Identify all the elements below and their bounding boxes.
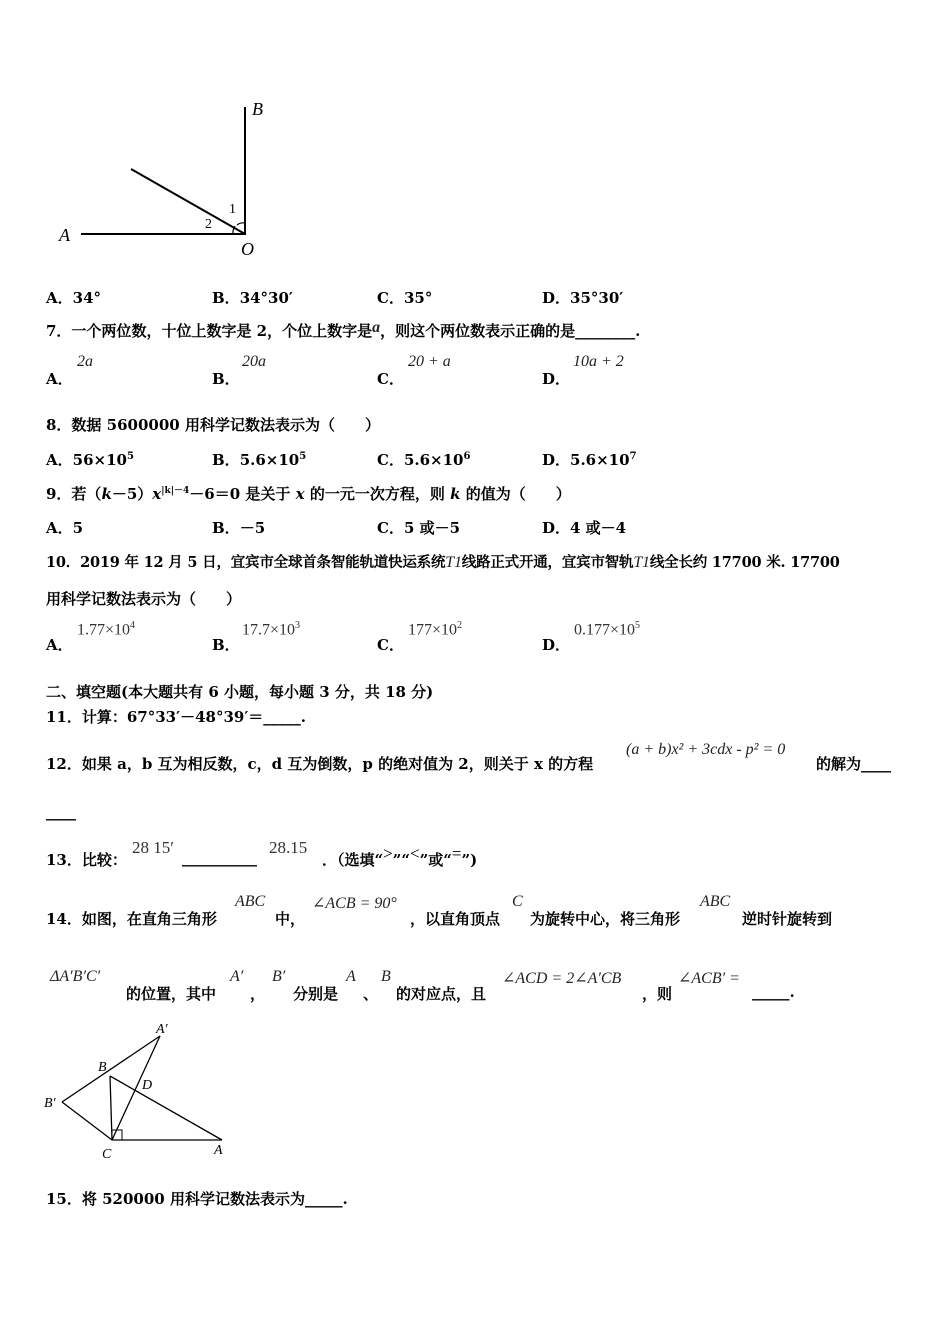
q14-a: A [346, 968, 356, 985]
option-d[interactable]: D．$5.6\times 10^7$ [542, 451, 637, 469]
q14-c: C [512, 893, 523, 910]
q14-abc2: ABC [700, 893, 731, 910]
option-d-letter[interactable]: D． [542, 370, 571, 388]
option-c[interactable]: C．$5.6\times 10^6$ [377, 451, 471, 469]
label-1: 1 [229, 202, 236, 217]
q8-stem: 8．数据 5600000 用科学记数法表示为（ ） [46, 416, 380, 434]
q14-t6: 的位置，其中 [126, 985, 217, 1003]
q10-stem-line2: 用科学记数法表示为（ ） [46, 590, 242, 608]
option-c-expr: $177\times 10^2$ [408, 620, 463, 639]
q12-answer-blank[interactable]: ____ [46, 803, 76, 821]
section-heading: 二、填空题(本大题共有 6 小题，每小题 3 分，共 18 分) [46, 683, 434, 701]
q14-a-prime: A′ [230, 968, 244, 985]
q14-sep1: ， [250, 985, 266, 1003]
q14-angle: ∠ACB = 90° [312, 895, 397, 912]
q13-choices: ．（选填“>”“<”或“=”) [322, 844, 478, 869]
q15-stem: 15．将 520000 用科学记数法表示为_____. [46, 1190, 348, 1208]
q13-left-value: 28 15′ [132, 838, 174, 857]
q14-t1: 14．如图，在直角三角形 [46, 910, 217, 928]
angle-figure [55, 95, 285, 265]
option-a-expr: 2a [77, 353, 93, 370]
option-a-letter[interactable]: A． [46, 370, 73, 388]
q12-text-b: 的解为____ [816, 755, 892, 773]
option-b[interactable]: B．34°30′ [212, 289, 293, 307]
q14-t2: 中， [275, 910, 306, 928]
triangle-figure [40, 1018, 240, 1166]
label-d: D [142, 1078, 153, 1093]
q7-stem: 7．一个两位数，十位上数字是 2，个位上数字是a，则这个两位数表示正确的是________. [46, 319, 641, 340]
option-c[interactable]: C．5 或－5 [377, 519, 461, 537]
q12-equation: (a + b)x² + 3cdx - p² = 0 [626, 741, 786, 758]
option-b[interactable]: B．$5.6\times 10^5$ [212, 451, 307, 469]
option-d-expr: $0.177\times 10^5$ [574, 620, 641, 639]
q12-text-a: 12．如果 a，b 互为相反数，c，d 互为倒数，p 的绝对值为 2，则关于 x 的方程 [46, 755, 594, 773]
option-d[interactable]: D．4 或－4 [542, 519, 627, 537]
option-a[interactable]: A．5 [46, 519, 84, 537]
q14-condition: ∠ACD = 2∠A′CB [502, 970, 622, 987]
label-b: B [98, 1060, 107, 1075]
option-b-expr: $17.7\times 10^3$ [242, 620, 301, 639]
option-d-expr: 10a + 2 [573, 353, 624, 370]
q13-label: 13．比较： [46, 851, 127, 869]
q14-sep2: 、 [363, 985, 379, 1003]
label-a-prime: A′ [156, 1022, 168, 1037]
option-b-expr: 20a [242, 353, 266, 370]
option-b-letter[interactable]: B． [212, 370, 240, 388]
q14-t7: 分别是 [293, 985, 339, 1003]
label-A: A [59, 225, 70, 245]
option-c[interactable]: C．35° [377, 289, 433, 307]
option-d[interactable]: D．35°30′ [542, 289, 624, 307]
label-b-prime: B′ [44, 1096, 56, 1111]
label-B: B [252, 99, 263, 119]
q14-triangle: ΔA′B′C′ [50, 968, 101, 985]
q10-stem-line1: 10．2019 年 12 月 5 日，宜宾市全球首条智能轨道快运系统T1线路正式开通，宜宾市智轨T1线全长约 17700 米. 17700 [46, 554, 840, 571]
option-a[interactable]: A．34° [46, 289, 102, 307]
option-c-letter[interactable]: C． [377, 370, 404, 388]
q14-b-prime: B′ [272, 968, 286, 985]
label-2: 2 [205, 217, 212, 232]
q14-t3: ，以直角顶点 [410, 910, 501, 928]
q13-right-value: 28.15 [269, 838, 308, 857]
q14-t9: ，则 [642, 985, 673, 1003]
q14-t4: 为旋转中心，将三角形 [530, 910, 681, 928]
option-a[interactable]: A．$56\times 10^5$ [46, 451, 134, 469]
label-c: C [102, 1147, 112, 1162]
q13-blank[interactable]: __________ [182, 849, 257, 867]
q11-stem: 11．计算：67°33′－48°39′＝_____. [46, 708, 307, 726]
option-b-letter[interactable]: B． [212, 636, 240, 654]
option-a-letter[interactable]: A． [46, 636, 73, 654]
q14-answer-blank[interactable]: _____. [752, 983, 795, 1001]
option-d-letter[interactable]: D． [542, 636, 571, 654]
q14-b: B [381, 968, 391, 985]
q9-stem: 9．若$(k-5)x^{|k|-4}-6=0$ 是关于 x 的一元一次方程，则 k 的值为（ ） [46, 485, 571, 503]
q14-t5: 逆时针旋转到 [742, 910, 833, 928]
option-c-expr: 20 + a [408, 353, 451, 370]
option-b[interactable]: B．－5 [212, 519, 266, 537]
option-c-letter[interactable]: C． [377, 636, 404, 654]
label-a: A [214, 1143, 223, 1158]
option-a-expr: $1.77\times 10^4$ [77, 620, 136, 639]
label-O: O [241, 239, 254, 259]
q14-abc1: ABC [235, 893, 266, 910]
q14-ask: ∠ACB′ = [678, 970, 740, 987]
q14-t8: 的对应点，且 [396, 985, 487, 1003]
